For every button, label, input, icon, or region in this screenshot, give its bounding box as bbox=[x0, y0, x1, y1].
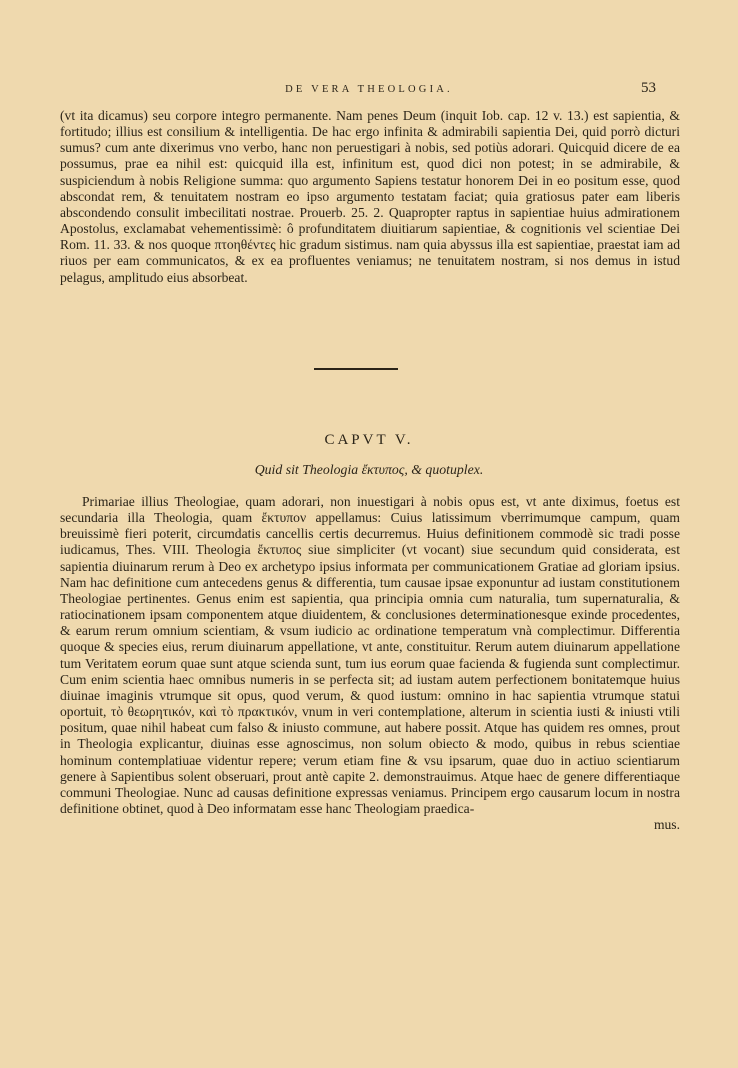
paragraph-primariae: Primariae illius Theologiae, quam adorari, non inuestigari à nobis opus est, vt ante diximus, foetus est secundaria illa Theologia, quam ἔκτυπον appellamus: Cuius latissimum vberrimumque campum, quam breuissimè fieri poterit, circumdatis cancellis certis decurremus. Huius definitionem commodè sic tradi posse iudicamus, Thes. VIII. Theologia ἔκτυπος siue simpliciter (vt vocant) siue secundum quid considerata, est sapientia diuinarum rerum à Deo ex archetypo ipsius informata per communicationem Gratiae ad gloriam ipsius. Nam hac definitione cum antecedens genus & differentia, tum causae ipsae exponuntur ad iustam constitutionem Theologiae pertinentes. Genus enim est sapientia, qua principia omnia cum naturalia, tum supernaturalia, & ratiocinationem ipsam componentem atque diuidentem, & conclusiones determinationesque exinde procedentes, & earum rerum omnium scientiam, & vsum iudicio ac ordinatione temperatum vnà complectimur. Differentia quoque & species eius, rerum diuinarum appellatione, vt ante, constituitur. Rerum autem diuinarum appellatione tum Veritatem eorum quae sunt atque scienda sunt, tum ius eorum quae facienda & fugienda sunt complectimur. Cum enim scientia haec omnibus numeris in se perfecta sit; ad iustam autem perfectionem bonitatemque huius diuinae imaginis vtrumque sit opus, quod verum, & quod iustum: omnino in hac sapientia vtrumque statui oportuit, τὸ θεωρητικόν, καὶ τὸ πρακτικόν, vnum in veri contemplatione, alterum in scientia iusti & iniusti vtili positum, quae nihil habeat cum falso & iniusto commune, aut habere possit. Atque has quidem res omnes, prout in Theologia explicantur, diuinas esse agnoscimus, non solum obiecto & modo, quibus in rebus scientiae hominum contemplatiuae videntur repere; verum etiam fine & vsu ipsarum, quae duo in actiuo scientiarum genere à Sapientibus solent obseruari, prout antè capite 2. demonstrauimus. Atque haec de genere differentiaque communi Theologiae. Nunc ad causas definitione expressas veniamus. Principem ergo causarum locum in nostra definitione obtinet, quod à Deo informatam esse hanc Theologiam praedica- bbox=[60, 494, 680, 816]
text-block-chapter-five bbox=[60, 494, 680, 833]
chapter-subtitle: Quid sit Theologia ἔκτυπος, & quotuplex. bbox=[254, 462, 484, 477]
paragraph-end-line: mus. bbox=[653, 817, 680, 833]
text-block-continuation bbox=[60, 108, 680, 286]
page-number: 53 bbox=[641, 80, 656, 96]
running-head: DE VERA THEOLOGIA. bbox=[285, 84, 453, 95]
section-divider-rule bbox=[314, 368, 398, 370]
chapter-title: CAPVT V. bbox=[324, 432, 414, 448]
paragraph-continuation: (vt ita dicamus) seu corpore integro permanente. Nam penes Deum (inquit Iob. cap. 12 v. 13.) est sapientia, & fortitudo; illius est consilium & intelligentia. De hac ergo infinita & admirabili sapientia Dei, quid porrò dicturi sumus? cum ante dixerimus vno verbo, hanc non peruestigari à nobis, sed potiùs adorari. Quicquid dicere de ea possumus, prae ea nihil est: quicquid illa est, infinitum est, quod dici non potest; in se admirabile, & suspiciendum à nobis Religione summa: quo argumento Sapiens testatur honorem Dei in eo positum esse, quod abscondat rem, & tenuitatem nostram eo ipso argumento testatam faciat; quia gratiosus pater eam liberis abscondendo consulit imbecilitati nostrae. Prouerb. 25. 2. Quapropter raptus in sapientiae huius admirationem Apostolus, exclamabat vehementissimè: ô profunditatem diuitiarum sapientiae, & cognitionis vel scientiae Dei Rom. 11. 33. & nos quoque πτοηθέντες hic gradum sistimus. nam quia abyssus illa est sapientiae, praestat iam ad riuos per eam communicatos, & ex ea profluentes veniamus; ne tenuitatem nostram, si nos demus in istud pelagus, amplitudo eius absorbeat. bbox=[60, 108, 680, 285]
